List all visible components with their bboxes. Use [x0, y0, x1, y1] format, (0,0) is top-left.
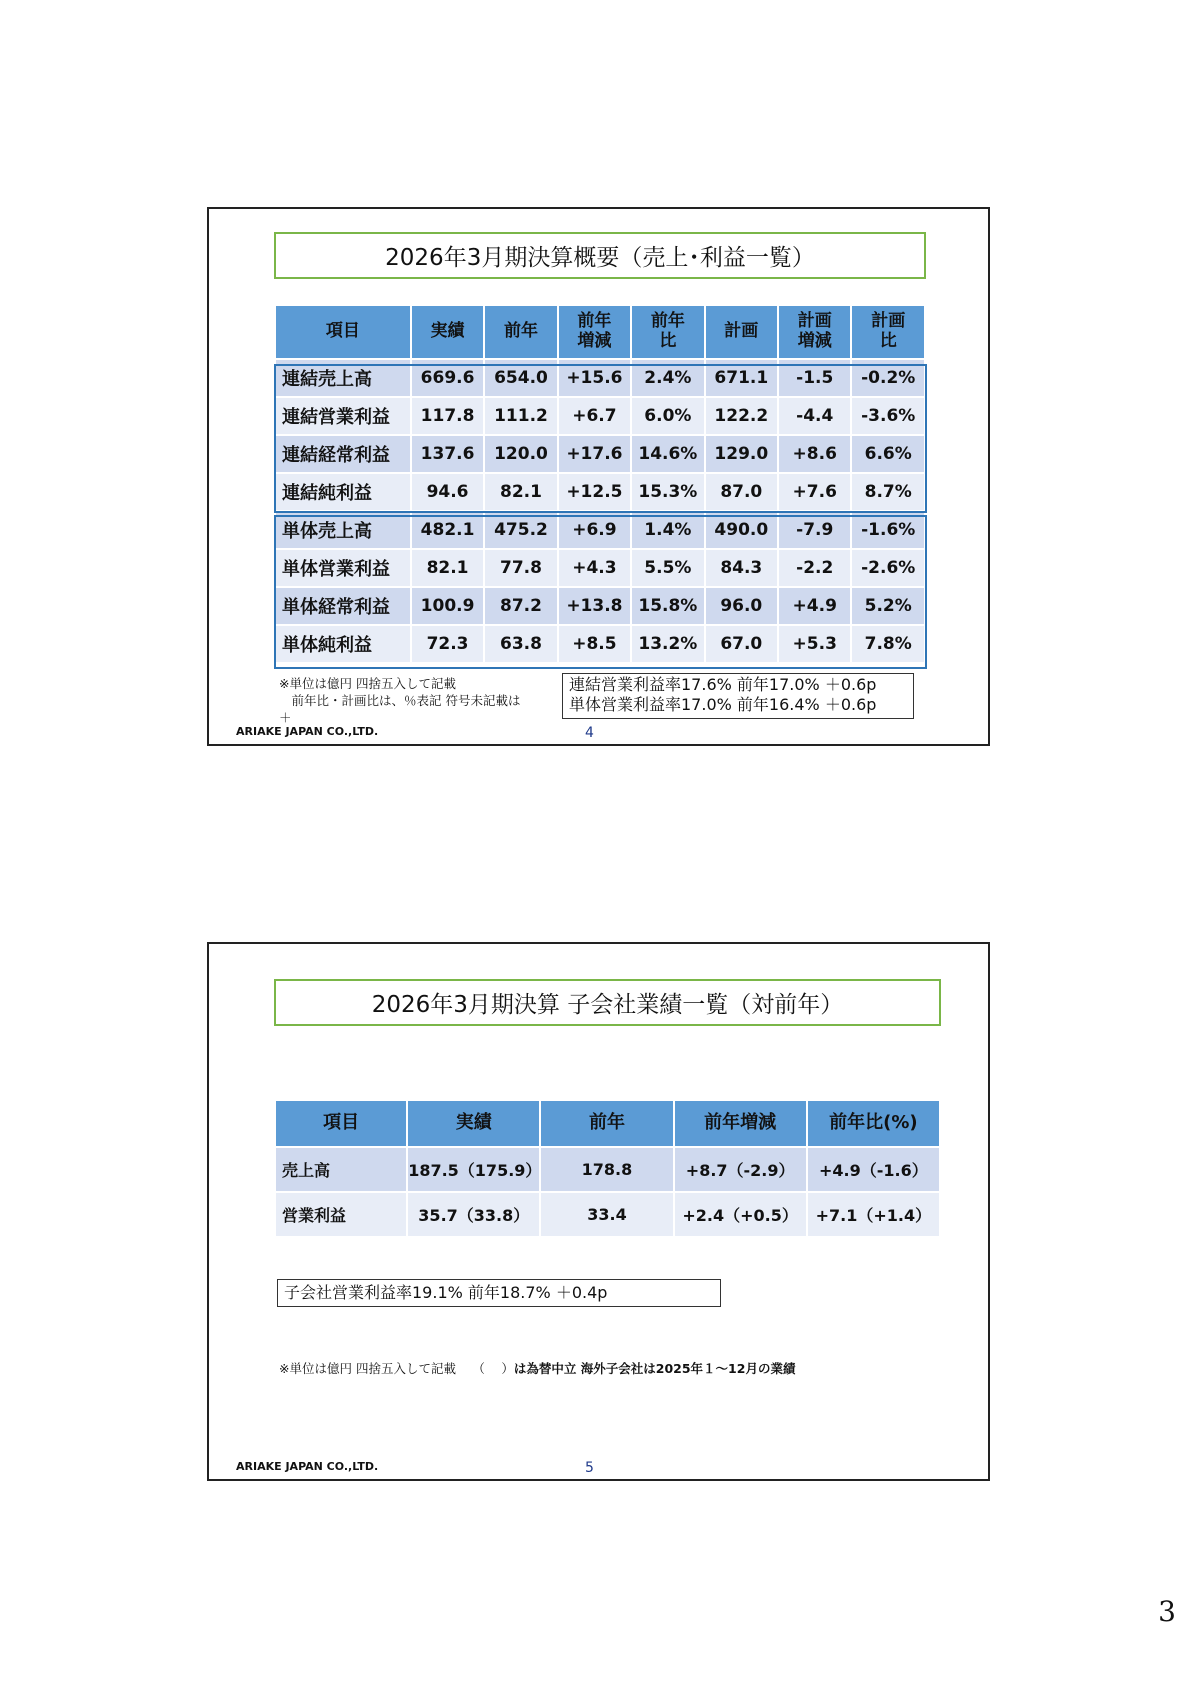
- table-cell: 15.8%: [631, 587, 704, 625]
- table-cell: 87.0: [705, 473, 778, 511]
- table-cell: 5.2%: [851, 587, 925, 625]
- header-yoy-change: 前年 増減: [558, 305, 631, 359]
- subsidiary-margin-box: 子会社営業利益率19.1% 前年18.7% ＋0.4p: [277, 1279, 721, 1307]
- table-cell: 6.6%: [851, 435, 925, 473]
- row-label: 連結経常利益: [275, 435, 411, 473]
- table-row: [275, 473, 925, 511]
- table-cell: 129.0: [705, 435, 778, 473]
- row-label: 売上高: [275, 1147, 407, 1192]
- header-item: 項目: [275, 305, 411, 359]
- table-cell: 14.6%: [631, 435, 704, 473]
- table-cell: +4.9: [778, 587, 851, 625]
- table-cell: 96.0: [705, 587, 778, 625]
- header-actual: 実績: [411, 305, 484, 359]
- company-name: ARIAKE JAPAN CO.,LTD.: [236, 725, 379, 738]
- table-cell: +4.3: [558, 549, 631, 587]
- table-cell: 475.2: [484, 511, 557, 549]
- table-cell: -7.9: [778, 511, 851, 549]
- slide-page-number: 4: [585, 725, 594, 741]
- table-cell: +17.6: [558, 435, 631, 473]
- table-cell: +7.6: [778, 473, 851, 511]
- table-row: [275, 587, 925, 625]
- table-cell: 120.0: [484, 435, 557, 473]
- table-cell: -3.6%: [851, 397, 925, 435]
- table-cell: +13.8: [558, 587, 631, 625]
- table-row: [275, 549, 925, 587]
- table-cell: 63.8: [484, 625, 557, 663]
- row-label: 連結営業利益: [275, 397, 411, 435]
- table-cell: +15.6: [558, 359, 631, 397]
- table-cell: 72.3: [411, 625, 484, 663]
- table-cell: 482.1: [411, 511, 484, 549]
- header-plan-ratio: 計画 比: [851, 305, 925, 359]
- table-cell: 13.2%: [631, 625, 704, 663]
- subsidiary-table: [274, 1099, 941, 1238]
- table-cell: 7.8%: [851, 625, 925, 663]
- table-cell: +5.3: [778, 625, 851, 663]
- header-plan-change: 計画 増減: [778, 305, 851, 359]
- header-yoy-change: 前年増減: [674, 1100, 807, 1147]
- table-cell: -4.4: [778, 397, 851, 435]
- table-cell: -2.6%: [851, 549, 925, 587]
- table-cell: 137.6: [411, 435, 484, 473]
- header-yoy-ratio: 前年 比: [631, 305, 704, 359]
- header-prev-year: 前年: [540, 1100, 673, 1147]
- table-row: [275, 397, 925, 435]
- table-cell: 1.4%: [631, 511, 704, 549]
- table-cell: 94.6: [411, 473, 484, 511]
- table-row: [275, 359, 925, 397]
- row-label: 単体売上高: [275, 511, 411, 549]
- table-row: [275, 1192, 940, 1237]
- table-cell: 8.7%: [851, 473, 925, 511]
- slide-4: [207, 207, 990, 746]
- table-cell: -1.6%: [851, 511, 925, 549]
- summary-table-body: [275, 359, 925, 663]
- header-yoy-ratio: 前年比(%): [807, 1100, 940, 1147]
- row-label: 連結売上高: [275, 359, 411, 397]
- table-cell: -0.2%: [851, 359, 925, 397]
- table-cell: 15.3%: [631, 473, 704, 511]
- table-cell: 100.9: [411, 587, 484, 625]
- table-cell: +2.4（+0.5）: [674, 1192, 807, 1237]
- row-label: 単体営業利益: [275, 549, 411, 587]
- table-cell: -1.5: [778, 359, 851, 397]
- summary-table: [274, 304, 926, 664]
- slide-page-number: 5: [585, 1460, 594, 1476]
- table-cell: 671.1: [705, 359, 778, 397]
- table-cell: 490.0: [705, 511, 778, 549]
- table-cell: 6.0%: [631, 397, 704, 435]
- header-item: 項目: [275, 1100, 407, 1147]
- table-row: [275, 1147, 940, 1192]
- slide-title: 2026年3月期決算概要（売上･利益一覧）: [274, 232, 926, 279]
- row-label: 単体経常利益: [275, 587, 411, 625]
- unit-note: ※単位は億円 四捨五入して記載 （ ）は為替中立 海外子会社は2025年１～12月の業績: [279, 1361, 796, 1376]
- table-cell: 111.2: [484, 397, 557, 435]
- table-cell: 122.2: [705, 397, 778, 435]
- table-cell: +12.5: [558, 473, 631, 511]
- table-cell: +6.7: [558, 397, 631, 435]
- table-cell: 82.1: [411, 549, 484, 587]
- table-cell: +8.6: [778, 435, 851, 473]
- table-cell: 87.2: [484, 587, 557, 625]
- table-row: [275, 625, 925, 663]
- header-actual: 実績: [407, 1100, 540, 1147]
- table-cell: 33.4: [540, 1192, 673, 1237]
- table-cell: 2.4%: [631, 359, 704, 397]
- table-cell: +8.5: [558, 625, 631, 663]
- sheet-page-number: 3: [1158, 1595, 1176, 1628]
- table-cell: 77.8: [484, 549, 557, 587]
- table-cell: 82.1: [484, 473, 557, 511]
- table-cell: +4.9（-1.6）: [807, 1147, 940, 1192]
- table-cell: 5.5%: [631, 549, 704, 587]
- subsidiary-table-body: [275, 1147, 940, 1237]
- company-name: ARIAKE JAPAN CO.,LTD.: [236, 1460, 379, 1473]
- table-cell: +7.1（+1.4）: [807, 1192, 940, 1237]
- table-cell: +6.9: [558, 511, 631, 549]
- header-prev-year: 前年: [484, 305, 557, 359]
- table-cell: 187.5（175.9）: [407, 1147, 540, 1192]
- table-cell: -2.2: [778, 549, 851, 587]
- slide-5: [207, 942, 990, 1481]
- unit-note: ※単位は億円 四捨五入して記載 前年比・計画比は、％表記 符号未記載は ＋: [279, 676, 521, 725]
- row-label: 営業利益: [275, 1192, 407, 1237]
- table-cell: 35.7（33.8）: [407, 1192, 540, 1237]
- table-header-row: [275, 1100, 940, 1147]
- table-cell: 669.6: [411, 359, 484, 397]
- header-plan: 計画: [705, 305, 778, 359]
- row-label: 連結純利益: [275, 473, 411, 511]
- table-header-row: [275, 305, 925, 359]
- table-cell: +8.7（-2.9）: [674, 1147, 807, 1192]
- table-cell: 84.3: [705, 549, 778, 587]
- table-cell: 654.0: [484, 359, 557, 397]
- table-cell: 117.8: [411, 397, 484, 435]
- slide-title: 2026年3月期決算 子会社業績一覧（対前年）: [274, 979, 941, 1026]
- row-label: 単体純利益: [275, 625, 411, 663]
- operating-margin-box: 連結営業利益率17.6% 前年17.0% ＋0.6p 単体営業利益率17.0% 前年16.4% ＋0.6p: [562, 673, 914, 719]
- table-cell: 178.8: [540, 1147, 673, 1192]
- table-row: [275, 511, 925, 549]
- table-row: [275, 435, 925, 473]
- table-cell: 67.0: [705, 625, 778, 663]
